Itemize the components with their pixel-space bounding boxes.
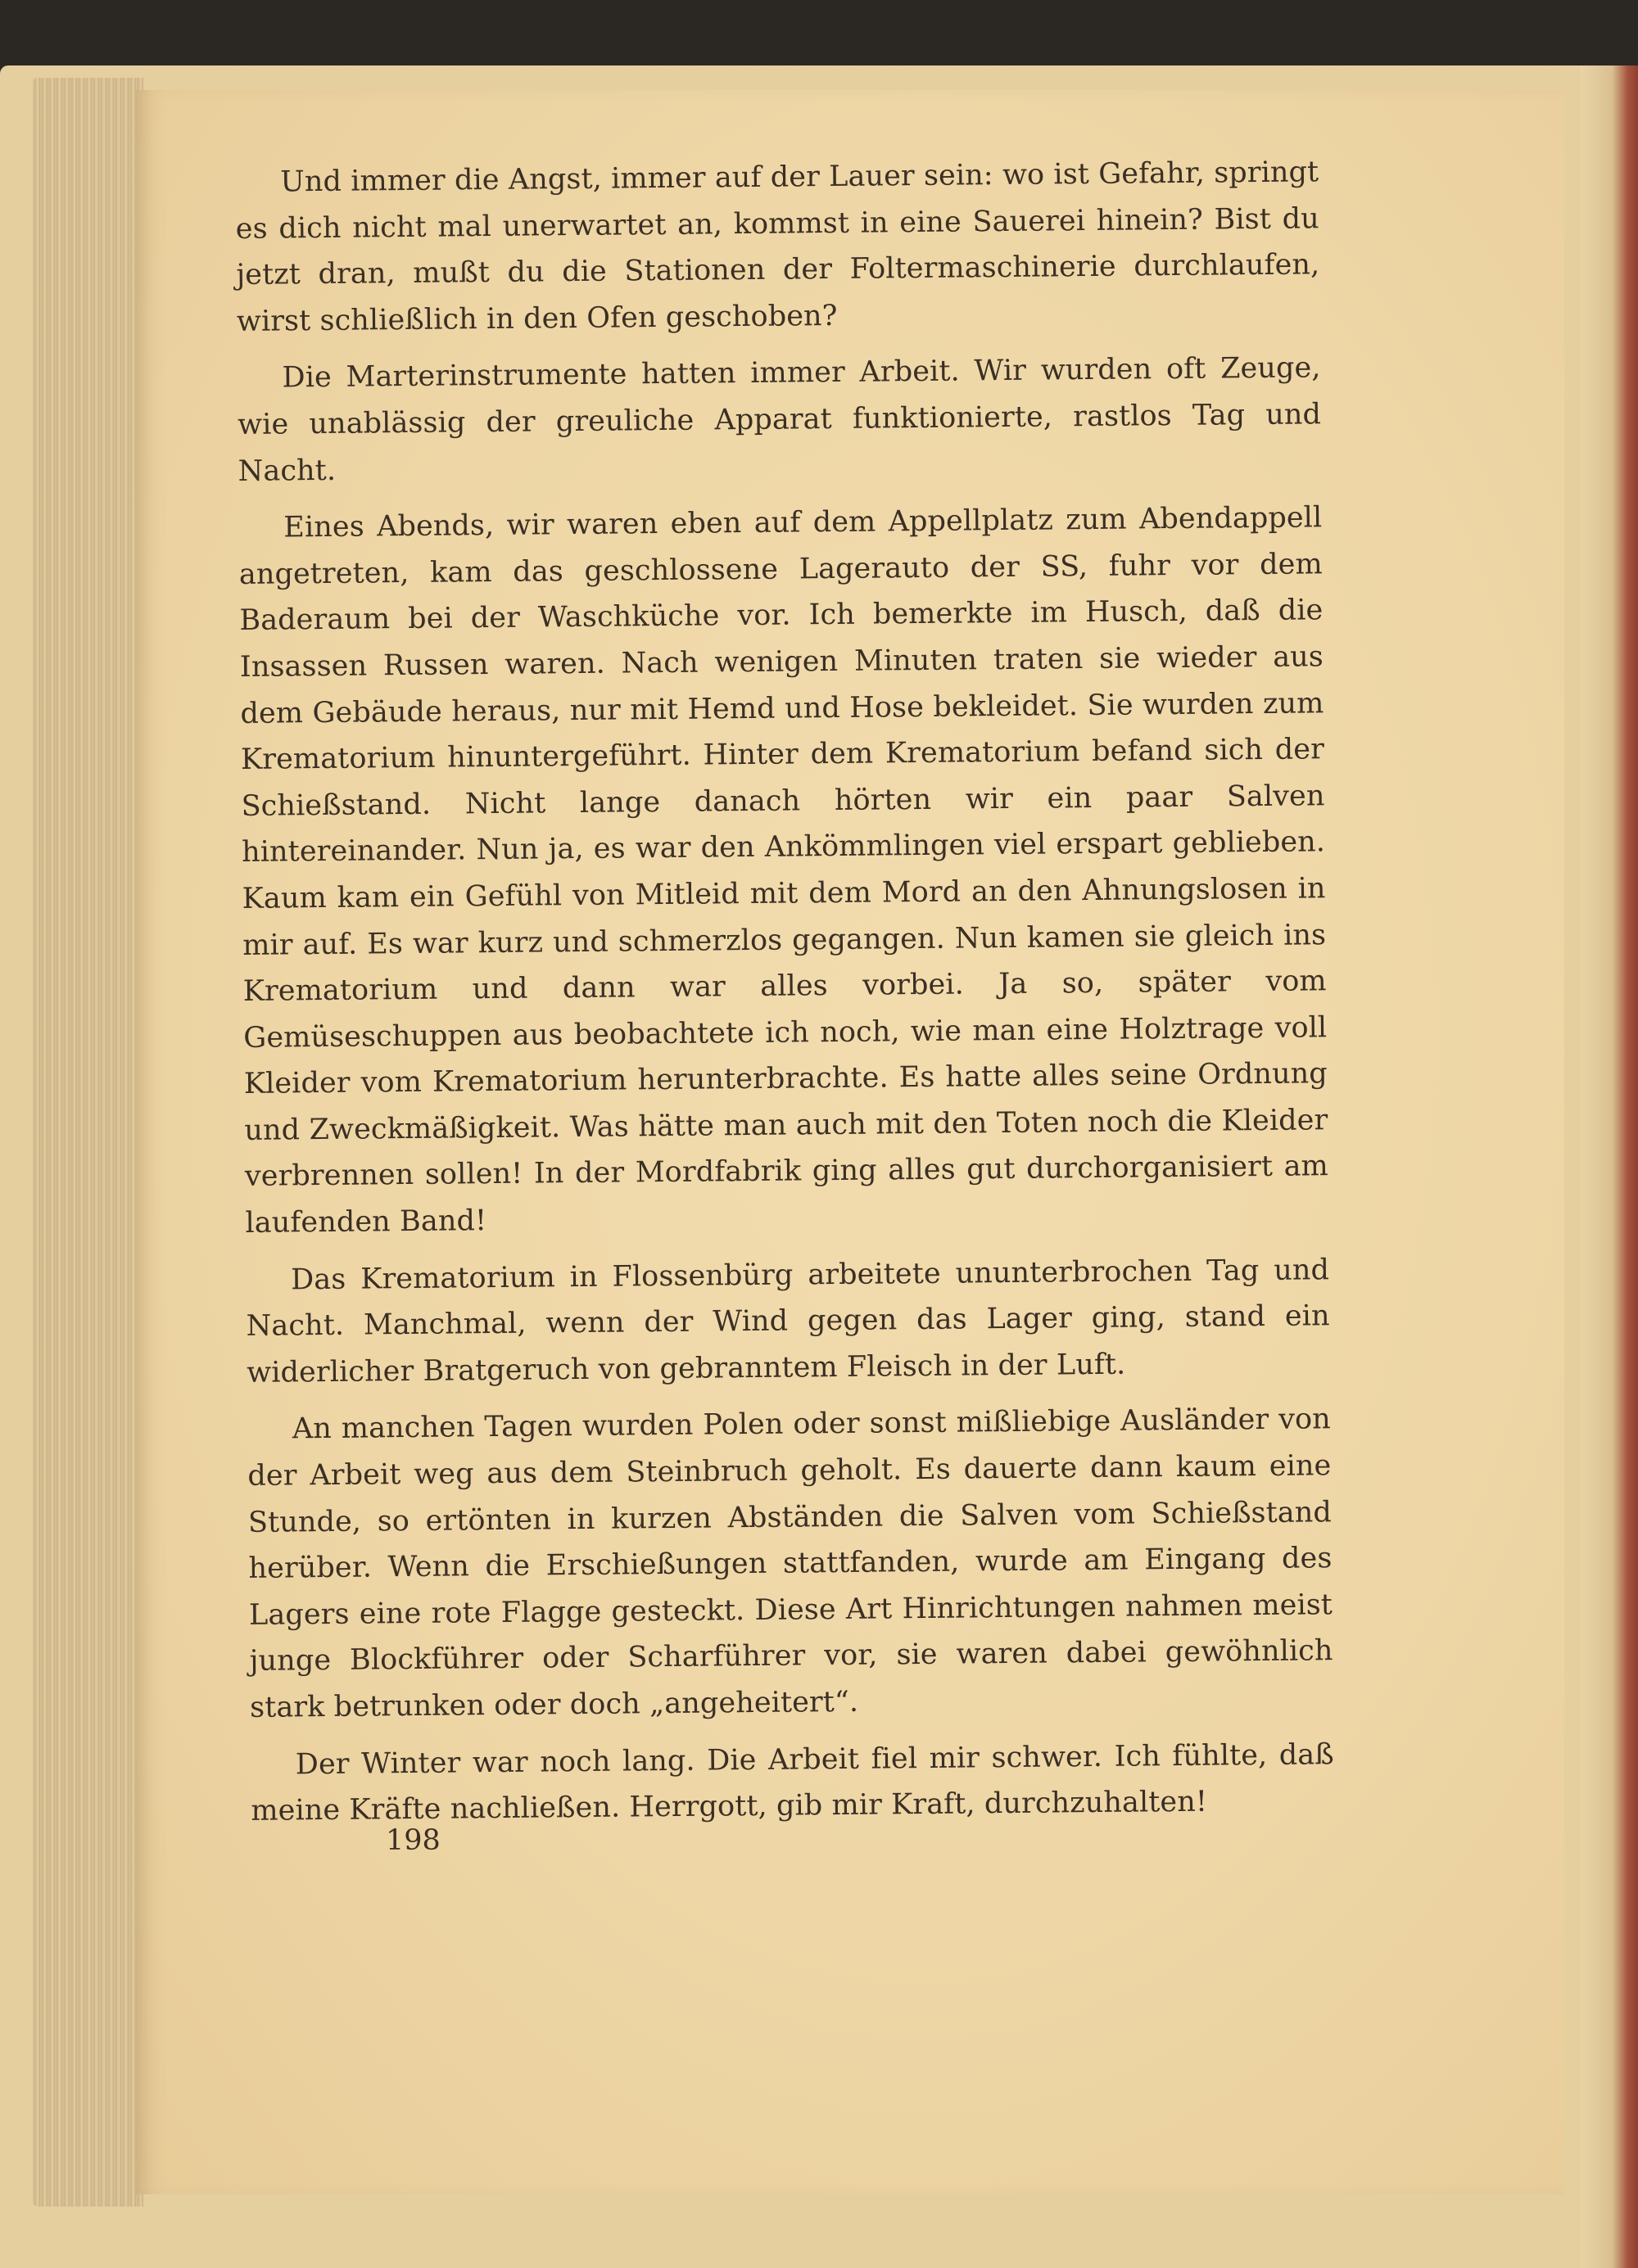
paragraph-5: An manchen Tagen wurden Polen oder sonst mißliebige Ausländer von der Arbeit weg aus dem Steinbruch geholt. Es dauerte dann kaum eine Stunde, so ertönten in kurzen Abständen die Salven vom Schießstand herüber. Wenn die Erschießungen stattfanden, wurde am Eingang des Lagers eine rote Flagge gesteckt. Diese Art Hinrichtungen nahmen meist junge Blockführer oder Scharführer vor, sie waren dabei gewöhnlich stark betrunken oder doch „angeheitert“.: [247, 1403, 1333, 1724]
paragraph-4: Das Krematorium in Flossenbürg arbeitete ununterbrochen Tag und Nacht. Manchmal, wenn der Wind gegen das Lager ging, stand ein widerlicher Bratgeruch von gebranntem Fleisch in der Luft.: [246, 1253, 1330, 1389]
paragraph-1: Und immer die Angst, immer auf der Lauer sein: wo ist Gefahr, springt es dich nicht mal unerwartet an, kommst in eine Sauerei hinein? Bist du jetzt dran, mußt du die Stationen der Foltermaschinerie durchlaufen, wirst schließlich in den Ofen geschoben?: [235, 156, 1320, 338]
body-text: [235, 149, 1335, 1845]
paragraph-2: Die Marterinstrumente hatten immer Arbeit. Wir wurden oft Zeuge, wie unablässig der greuliche Apparat funktionierte, rastlos Tag und Nacht.: [237, 351, 1322, 488]
right-page-edge: [1581, 66, 1638, 2268]
paragraph-6: Der Winter war noch lang. Die Arbeit fiel mir schwer. Ich fühlte, daß meine Kräfte nachließen. Herrgott, gib mir Kraft, durchzuhalten!: [251, 1737, 1334, 1828]
paragraph-3: Eines Abends, wir waren eben auf dem Appellplatz zum Abendappell angetreten, kam das geschlossene Lagerauto der SS, fuhr vor dem Baderaum bei der Waschküche vor. Ich bemerkte im Husch, daß die Insassen Russen waren. Nach wenigen Minuten traten sie wieder aus dem Gebäude heraus, nur mit Hemd und Hose bekleidet. Sie wurden zum Krematorium hinuntergeführt. Hinter dem Krematorium befand sich der Schießstand. Nicht lange danach hörten wir ein paar Salven hintereinander. Nun ja, es war den Ankömmlingen viel erspart geblieben. Kaum kam ein Gefühl von Mitleid mit dem Mord an den Ahnungslosen in mir auf. Es war kurz und schmerzlos gegangen. Nun kamen sie gleich ins Krematorium und dann war alles vorbei. Ja so, später vom Gemüseschuppen aus beobachtete ich noch, wie man eine Holztrage voll Kleider vom Krematorium herunterbrachte. Es hatte alles seine Ordnung und Zweckmäßigkeit. Was hätte man auch mit den Toten noch die Kleider verbrennen sollen! In der Mordfabrik ging alles gut durchorganisiert am laufenden Band!: [238, 501, 1329, 1240]
page-stack-edge: [33, 78, 143, 2207]
page-number: 198: [386, 1824, 441, 1857]
